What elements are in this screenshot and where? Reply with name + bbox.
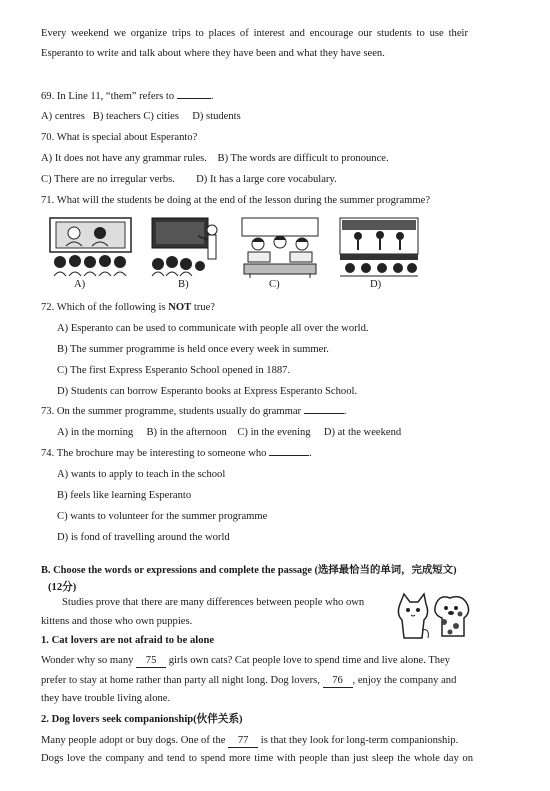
question-73-options: A) in the morning B) in the afternoon C) in the evening D) at the weekend (57, 427, 402, 438)
question-71-stem: 71. What will the students be doing at the end of the lesson during the summer programme? (41, 195, 431, 206)
picture-label-a: A) (74, 279, 86, 290)
paragraph-2-line-2: Dogs love the company and tend to spend more time with people than just sleep the whole day on (41, 753, 473, 764)
picture-label-d: D) (370, 279, 382, 290)
subheading-cat-lovers: 1. Cat lovers are not afraid to be alone (41, 635, 215, 646)
answer-blank[interactable] (304, 413, 344, 414)
picture-b-teacher-blackboard (148, 216, 228, 278)
paragraph-1-line-2: prefer to stay at home rather than party all night long. Dog lovers, 76 , enjoy the company and (41, 675, 457, 686)
intro-line: kittens and those who own puppies. (41, 616, 193, 627)
picture-label-c: C) (269, 279, 280, 290)
blank-75[interactable]: 75 (136, 656, 166, 668)
question-74-option-a: A) wants to apply to teach in the school (57, 469, 226, 480)
cat-and-dog-illustration (394, 590, 474, 646)
paragraph-1-line-1: Wonder why so many 75 girls own cats? Cat people love to spend time and live alone. They (41, 655, 451, 666)
picture-label-b: B) (178, 279, 189, 290)
question-73-stem: 73. On the summer programme, students usually do grammar (41, 406, 302, 417)
question-70-options-row-2: C) There are no irregular verbs. D) It has a large core vocabulary. (41, 174, 337, 185)
question-74-option-d: D) is fond of travelling around the world (57, 532, 230, 543)
section-b-title: B. Choose the words or expressions and complete the passage (选择最恰当的单词，完成短文) (41, 565, 457, 576)
question-72-option-b: B) The summer programme is held once every week in summer. (57, 344, 329, 355)
paragraph-2-line-1: Many people adopt or buy dogs. One of the 77 is that they look for long-term companionship. (41, 735, 459, 746)
question-69: 69. In Line 11, “them” refers to . (41, 91, 214, 102)
question-74-option-b: B) feels like learning Esperanto (57, 490, 192, 501)
question-69-options: A) centres B) teachers C) cities D) students (41, 111, 241, 122)
question-72-stem: 72. Which of the following is NOT true? (41, 302, 216, 313)
picture-c-students-at-desks (240, 216, 320, 278)
question-72-option-d: D) Students can borrow Esperanto books at Express Esperanto School. (57, 386, 358, 397)
passage-line: Esperanto to write and talk about where they have been and what they have seen. (41, 48, 385, 59)
passage-line: Every weekend we organize trips to places of interest and encourage our students to use their (41, 28, 468, 39)
question-74: 74. The brochure may be interesting to someone who . (41, 448, 312, 459)
answer-blank[interactable] (177, 98, 211, 99)
intro-line: Studies prove that there are many differences between people who own (62, 597, 365, 608)
question-74-option-c: C) wants to volunteer for the summer programme (57, 511, 268, 522)
blank-77[interactable]: 77 (228, 736, 258, 748)
answer-blank[interactable] (269, 455, 309, 456)
picture-d-students-performing (338, 216, 420, 278)
section-b-score: (12分) (48, 582, 77, 593)
question-70-stem: 70. What is special about Esperanto? (41, 132, 198, 143)
question-70-options-row-1: A) It does not have any grammar rules. B) The words are difficult to pronounce. (41, 153, 389, 164)
question-72-option-c: C) The first Express Esperanto School opened in 1887. (57, 365, 291, 376)
question-72-option-a: A) Esperanto can be used to communicate with people all over the world. (57, 323, 369, 334)
picture-a-classroom-screen (48, 216, 133, 278)
question-73: 73. On the summer programme, students usually do grammar . (41, 406, 347, 417)
blank-76[interactable]: 76 (323, 676, 353, 688)
subheading-dog-lovers: 2. Dog lovers seek companionship(伙伴关系) (41, 714, 243, 725)
question-74-stem: 74. The brochure may be interesting to someone who (41, 448, 267, 459)
paragraph-1-line-3: they have trouble living alone. (41, 693, 171, 704)
question-69-stem: 69. In Line 11, “them” refers to (41, 91, 175, 102)
